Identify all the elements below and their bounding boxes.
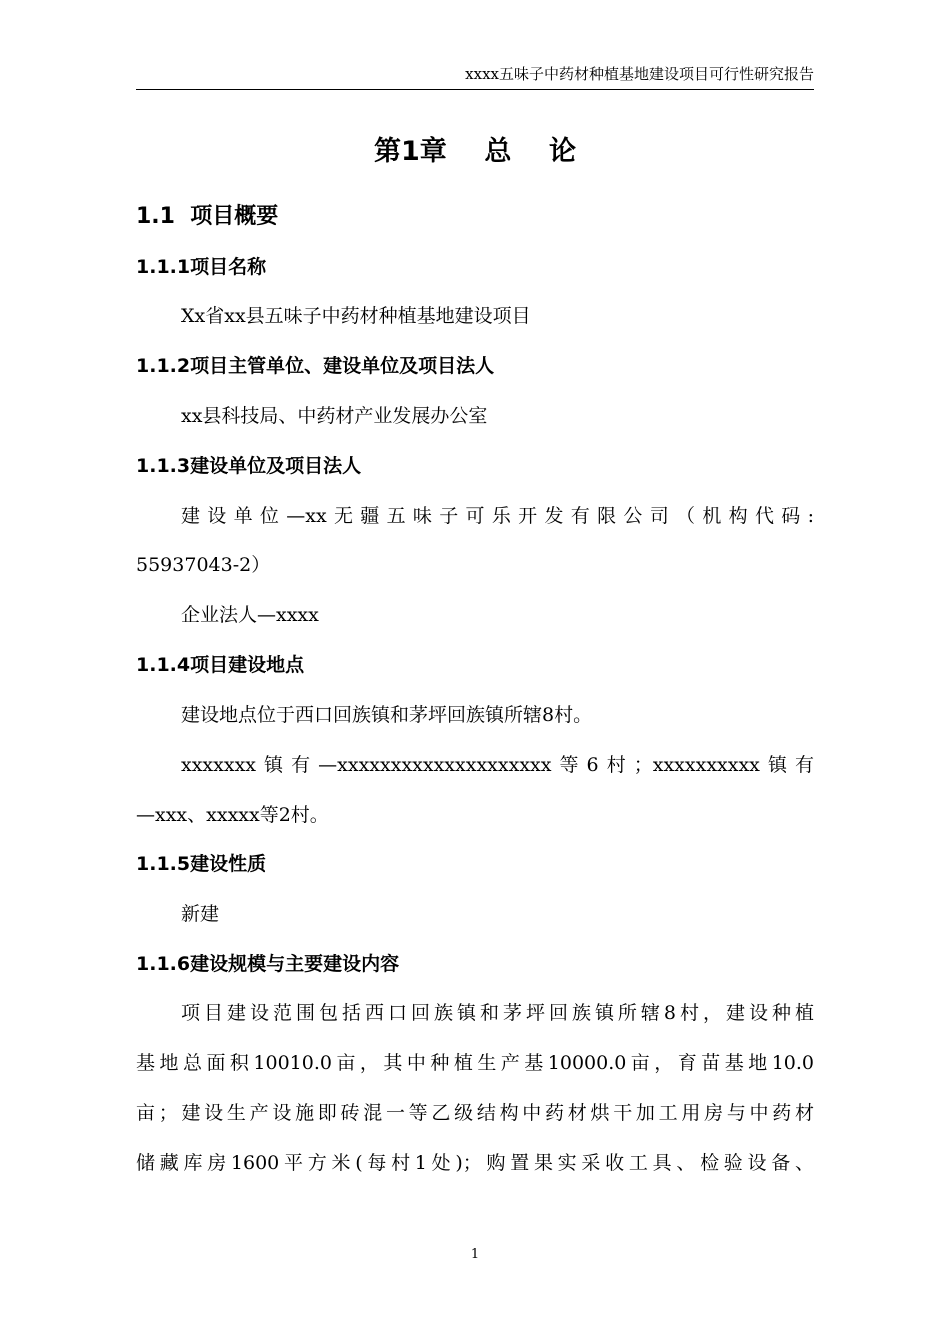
header-divider	[136, 89, 814, 90]
subsection-heading-1-1-5: 1.1.5建设性质	[136, 853, 267, 875]
paragraph-authority: xx县科技局、中药材产业发展办公室	[181, 405, 488, 427]
chapter-title: 第1章 总 论	[374, 136, 576, 167]
section-heading: 1.1 项目概要	[136, 204, 279, 229]
paragraph-project-name: Xx省xx县五味子中药材种植基地建设项目	[181, 305, 531, 327]
running-header: xxxx五味子中药材种植基地建设项目可行性研究报告	[465, 65, 814, 83]
subsection-heading-1-1-3: 1.1.3建设单位及项目法人	[136, 455, 362, 477]
page-number: 1	[470, 1247, 480, 1262]
paragraph-nature: 新建	[181, 903, 220, 925]
paragraph-builder-line2: 55937043-2）	[136, 554, 271, 576]
subsection-heading-1-1-2: 1.1.2项目主管单位、建设单位及项目法人	[136, 355, 495, 377]
paragraph-scale-line3: 亩；建设生产设施即砖混一等乙级结构中药材烘干加工用房与中药材	[136, 1102, 814, 1124]
paragraph-legal-person: 企业法人—xxxx	[181, 604, 319, 626]
paragraph-builder-line1: 建设单位—xx无疆五味子可乐开发有限公司（机构代码:	[181, 505, 814, 527]
paragraph-scale-line2: 基地总面积10010.0亩，其中种植生产基10000.0亩，育苗基地10.0	[136, 1052, 814, 1074]
subsection-heading-1-1-6: 1.1.6建设规模与主要建设内容	[136, 953, 400, 975]
paragraph-location: 建设地点位于西口回族镇和茅坪回族镇所辖8村。	[181, 704, 593, 726]
paragraph-villages-line2: —xxx、xxxxx等2村。	[136, 804, 329, 826]
paragraph-scale-line1: 项目建设范围包括西口回族镇和茅坪回族镇所辖8村，建设种植	[181, 1002, 814, 1024]
paragraph-villages-line1: xxxxxxx镇有—xxxxxxxxxxxxxxxxxxxx等6村；xxxxxxxxxx镇有	[181, 754, 814, 776]
subsection-heading-1-1-4: 1.1.4项目建设地点	[136, 654, 305, 676]
paragraph-scale-line4: 储藏库房1600平方米(每村1处)；购置果实采收工具、检验设备、	[136, 1152, 814, 1174]
subsection-heading-1-1-1: 1.1.1项目名称	[136, 256, 267, 278]
